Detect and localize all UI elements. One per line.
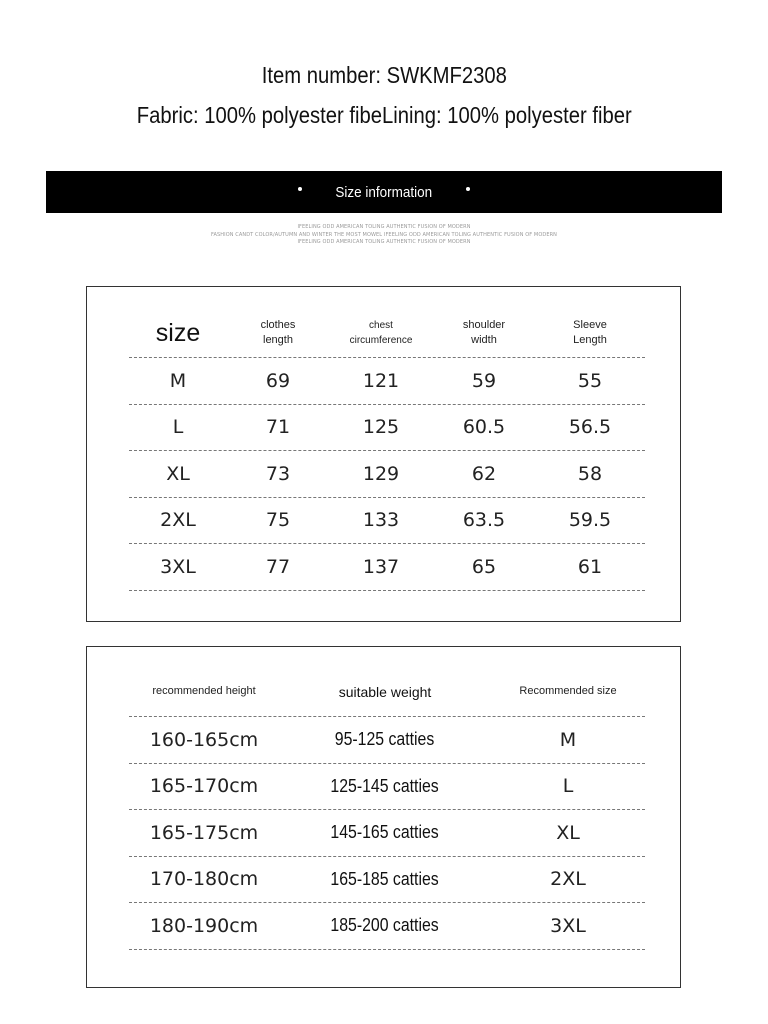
weight-cell: 125-145 catties <box>330 775 440 796</box>
table-row <box>129 544 645 591</box>
height-cell: 160-165cm <box>149 728 259 751</box>
table-row <box>129 717 645 764</box>
fine-print-line: FASHION CANDT COLOR/AUTUMN AND WINTER THE MOST MOWEL IFEELING ODD AMERICAN TOLING AUTHENTIC FUSION OF MODERN <box>210 231 558 238</box>
recommended-size-cell: XL <box>556 821 580 844</box>
banner-title: Size information <box>335 183 433 201</box>
sleeve-cell: 59.5 <box>568 509 612 532</box>
size-information-banner <box>46 171 722 213</box>
recommended-size-cell: 2XL <box>550 868 586 891</box>
sleeve-cell: 58 <box>577 462 603 485</box>
table-row <box>129 810 645 857</box>
shoulder-width-header: shoulder width <box>462 319 506 346</box>
weight-cell: 165-185 catties <box>330 868 440 889</box>
table-row <box>129 857 645 904</box>
table-row <box>129 405 645 452</box>
height-cell: 165-175cm <box>149 821 259 844</box>
shoulder-cell: 59 <box>471 369 497 392</box>
table-row <box>129 764 645 811</box>
recommended-size-cell: 3XL <box>550 914 586 937</box>
table-row <box>129 903 645 950</box>
height-cell: 170-180cm <box>149 868 259 891</box>
chest-cell: 129 <box>362 462 400 485</box>
sleeve-cell: 61 <box>577 555 603 578</box>
clothes-length-cell: 69 <box>265 369 291 392</box>
clothes-length-cell: 77 <box>265 555 291 578</box>
size-cell: 2XL <box>160 509 196 532</box>
recommended-size-header: Recommended size <box>519 685 617 697</box>
sleeve-length-header: Sleeve Length <box>573 319 607 346</box>
fine-print-line: IFEELING ODD AMERICAN TOLING AUTHENTIC FUSION OF MODERN <box>297 239 471 245</box>
size-table <box>86 286 681 622</box>
shoulder-cell: 62 <box>471 462 497 485</box>
chest-circumference-header: chest circumference <box>349 320 413 346</box>
size-header: size <box>155 318 201 347</box>
size-cell: L <box>172 416 184 439</box>
chest-cell: 121 <box>362 369 400 392</box>
weight-cell: 185-200 catties <box>330 915 440 936</box>
fine-print-line: IFEELING ODD AMERICAN TOLING AUTHENTIC FUSION OF MODERN <box>297 224 471 230</box>
weight-cell: 145-165 catties <box>330 822 440 843</box>
recommended-size-cell: L <box>562 775 574 798</box>
clothes-length-header: clothes length <box>260 319 296 346</box>
height-cell: 180-190cm <box>149 914 259 937</box>
recommendation-table <box>86 646 681 988</box>
bullet-dot-icon <box>298 187 302 191</box>
weight-cell: 95-125 catties <box>335 729 435 750</box>
recommended-height-header: recommended height <box>152 685 256 697</box>
item-number-heading: Item number: SWKMF2308 <box>261 62 507 88</box>
table-row <box>129 451 645 498</box>
shoulder-cell: 65 <box>471 555 497 578</box>
table-row <box>129 498 645 545</box>
size-cell: XL <box>166 462 190 485</box>
clothes-length-cell: 73 <box>265 462 291 485</box>
recommended-size-cell: M <box>559 728 577 751</box>
clothes-length-cell: 75 <box>265 509 291 532</box>
suitable-weight-header: suitable weight <box>338 683 432 700</box>
shoulder-cell: 63.5 <box>462 509 506 532</box>
bullet-dot-icon <box>466 187 470 191</box>
shoulder-cell: 60.5 <box>462 416 506 439</box>
size-cell: M <box>169 369 187 392</box>
size-table-header <box>129 309 645 358</box>
clothes-length-cell: 71 <box>265 416 291 439</box>
height-cell: 165-170cm <box>149 775 259 798</box>
table-row <box>129 358 645 405</box>
fabric-heading: Fabric: 100% polyester fibeLining: 100% polyester fiber <box>136 102 632 128</box>
size-cell: 3XL <box>160 555 196 578</box>
chest-cell: 125 <box>362 416 400 439</box>
chest-cell: 137 <box>362 555 400 578</box>
chest-cell: 133 <box>362 509 400 532</box>
recommendation-table-header <box>129 667 645 717</box>
sleeve-cell: 56.5 <box>568 416 612 439</box>
sleeve-cell: 55 <box>577 369 603 392</box>
